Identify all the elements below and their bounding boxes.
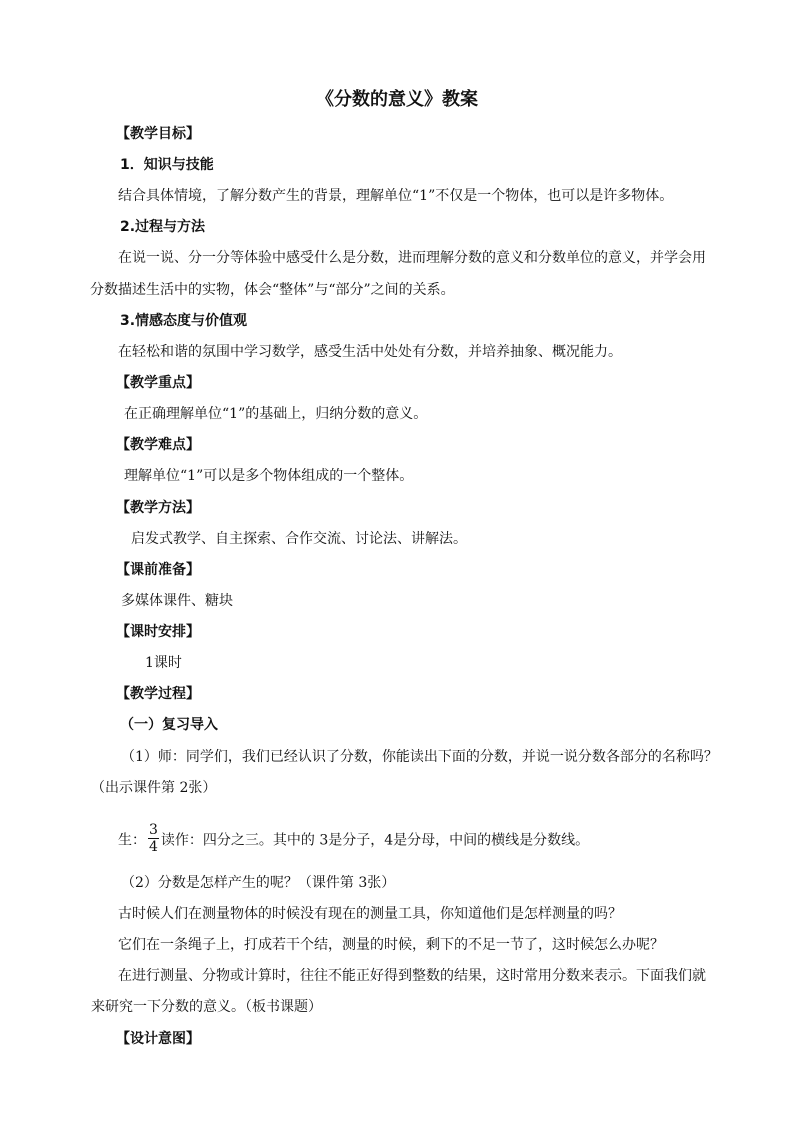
methods-text: 启发式教学、自主探索、合作交流、讨论法、讲解法。	[131, 531, 467, 547]
difficulties-heading: 【教学难点】	[116, 437, 200, 453]
methods-heading: 【教学方法】	[116, 500, 200, 516]
section-process-text-line1: 在说一说、分一分等体验中感受什么是分数，进而理解分数的意义和分数单位的意义，并学会用	[118, 250, 706, 266]
fraction-numerator: 3	[149, 822, 158, 838]
schedule-heading: 【课时安排】	[116, 624, 200, 640]
process-paragraph-4: 它们在一条绳子上，打成若干个结，测量的时候，剩下的不足一节了，这时候怎么办呢？	[118, 937, 664, 953]
key-points-text: 在正确理解单位“1”的基础上，归纳分数的意义。	[124, 406, 428, 422]
process-part1-title: （一）复习导入	[120, 717, 218, 733]
process-paragraph-5-line2: 来研究一下分数的意义。（板书课题）	[91, 999, 322, 1015]
document-title: 《分数的意义》教案	[316, 89, 478, 110]
objectives-heading: 【教学目标】	[116, 126, 200, 142]
section-process-title: 2.过程与方法	[120, 219, 206, 235]
student-prefix: 生：	[118, 832, 146, 849]
section-knowledge-title: 1．知识与技能	[120, 157, 214, 173]
design-intent-heading: 【设计意图】	[116, 1031, 200, 1047]
fraction-denominator: 4	[149, 839, 158, 855]
process-paragraph-5-line1: 在进行测量、分物或计算时，往往不能正好得到整数的结果，这时常用分数来表示。下面我们就	[118, 968, 706, 984]
section-knowledge-text: 结合具体情境，了解分数产生的背景，理解单位“1”不仅是一个物体，也可以是许多物体。	[118, 188, 674, 204]
process-paragraph-1-line1: （1）师：同学们，我们已经认识了分数，你能读出下面的分数，并说一说分数各部分的名称吗？	[121, 749, 718, 765]
schedule-text: 1课时	[145, 655, 182, 671]
student-answer-rest: 读作：四分之三。其中的 3是分子，4是分母，中间的横线是分数线。	[160, 832, 590, 849]
process-paragraph-3: 古时候人们在测量物体的时候没有现在的测量工具，你知道他们是怎样测量的吗？	[118, 906, 622, 922]
process-paragraph-2: （2）分数是怎样产生的呢？（课件第 3张）	[121, 875, 396, 891]
section-attitude-title: 3.情感态度与价值观	[120, 313, 248, 329]
section-attitude-text: 在轻松和谐的氛围中学习数学，感受生活中处处有分数，并培养抽象、概况能力。	[118, 344, 622, 360]
key-points-heading: 【教学重点】	[116, 375, 200, 391]
preparation-text: 多媒体课件、糖块	[121, 593, 233, 609]
fraction-three-quarters	[148, 822, 159, 855]
section-process-text-line2: 分数描述生活中的实物，体会“整体”与“部分”之间的关系。	[90, 282, 455, 298]
difficulties-text: 理解单位“1”可以是多个物体组成的一个整体。	[124, 468, 414, 484]
process-heading: 【教学过程】	[116, 686, 200, 702]
preparation-heading: 【课前准备】	[116, 562, 200, 578]
student-answer	[118, 824, 589, 857]
process-paragraph-1-line2: （出示课件第 2张）	[91, 780, 217, 796]
